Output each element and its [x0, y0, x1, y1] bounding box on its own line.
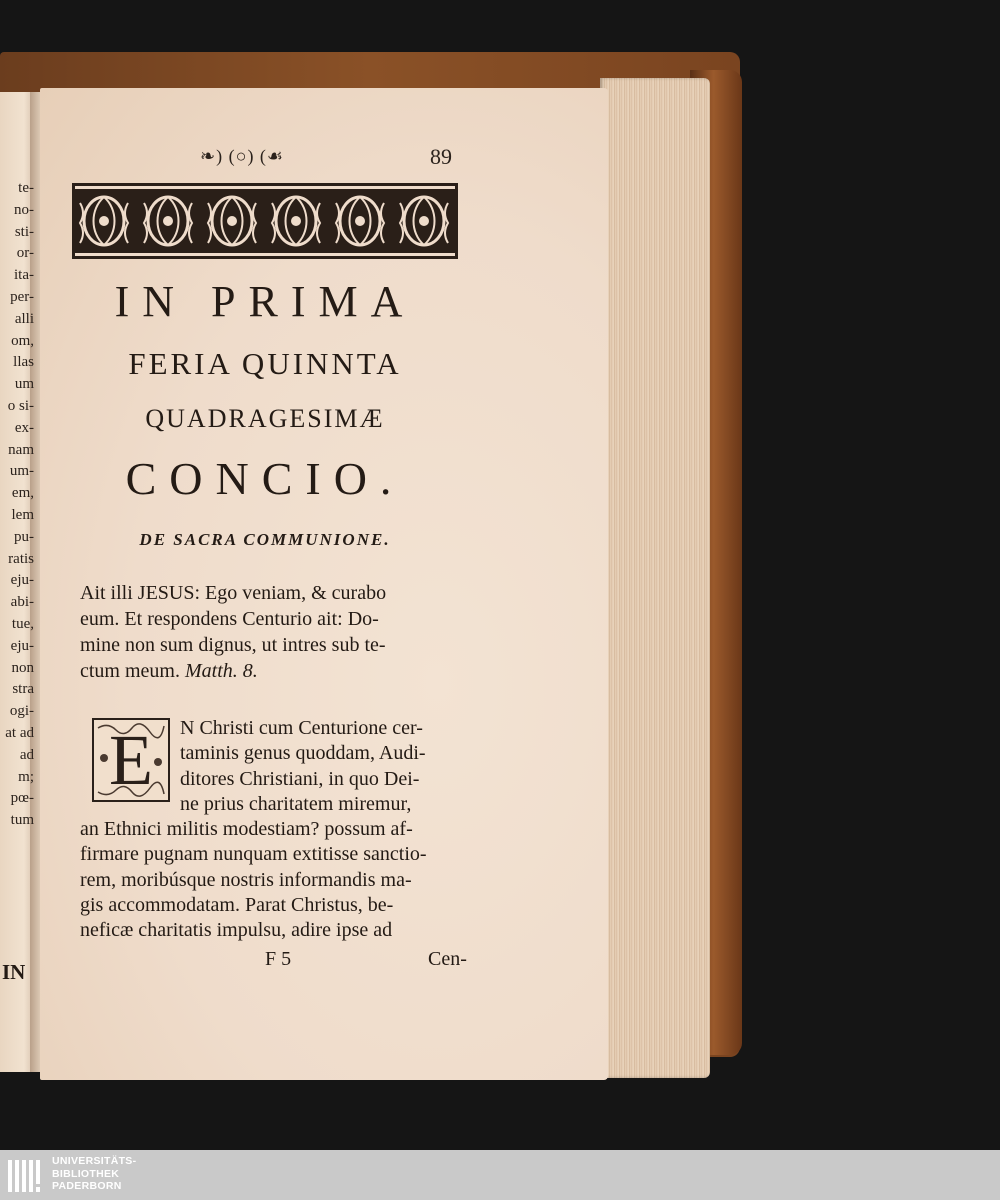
library-name-line: BIBLIOTHEK [52, 1167, 120, 1180]
left-fragment: eju- [10, 572, 34, 589]
left-page-margin-text [0, 178, 34, 832]
body-line: rem, moribúsque nostris informandis ma- [80, 868, 412, 891]
left-fragment: um- [9, 463, 34, 480]
left-fragment: sti- [14, 223, 34, 240]
left-fragment: o si- [7, 397, 34, 414]
epigraph-reference: Matth. 8. [184, 660, 258, 682]
left-fragment: m; [18, 768, 34, 785]
left-fragment: nam [8, 441, 34, 458]
left-fragment: um [14, 376, 34, 393]
left-fragment: lem [11, 506, 34, 523]
library-name-line: PADERBORN [52, 1180, 122, 1192]
drop-initial-letter: E [109, 720, 153, 800]
left-fragment: per- [10, 288, 34, 305]
body-line: an Ethnici militis modestiam? possum af- [80, 818, 413, 841]
left-fragment: ad [19, 746, 34, 763]
title-line-2: FERIA QUINNTA [128, 346, 402, 381]
body-line: taminis genus quoddam, Audi- [180, 742, 426, 765]
left-fragment: tum [10, 812, 34, 829]
left-fragment: ita- [14, 267, 34, 284]
body-line: N Christi cum Centurione cer- [180, 717, 423, 739]
left-fragment: em, [11, 485, 34, 502]
signature-mark: F 5 [265, 948, 292, 970]
epigraph [80, 580, 465, 684]
left-fragment: abi- [10, 594, 34, 611]
body-line: neficæ charitatis impulsu, adire ipse ad [80, 919, 393, 942]
epigraph-line: eum. Et respondens Centurio ait: Do- [80, 608, 379, 630]
left-fragment: pœ- [10, 790, 34, 807]
left-fragment: eju- [10, 637, 34, 654]
library-name [52, 1155, 136, 1193]
body-text [80, 716, 470, 944]
left-fragment: or- [16, 245, 34, 262]
left-fragment: te- [18, 180, 34, 196]
left-fragment: no- [14, 201, 34, 218]
catchword: Cen- [428, 948, 467, 970]
left-fragment: at ad [5, 724, 34, 741]
left-fragment: non [11, 659, 34, 676]
running-head-ornament: ❧) (○) (☙ [200, 146, 285, 166]
body-line: gis accommodatam. Parat Christus, be- [80, 894, 394, 917]
epigraph-line: mine non sum dignus, ut intres sub te- [80, 634, 386, 656]
body-line: ne prius charitatem miremur, [180, 792, 412, 815]
subtitle-line: DE SACRA COMMUNIONE. [139, 530, 391, 549]
left-fragment: ratis [8, 550, 34, 567]
page-number: 89 [430, 144, 452, 169]
library-logo-icon [6, 1154, 46, 1196]
left-fragment: stra [12, 681, 34, 698]
left-page-catchword: IN [2, 960, 26, 984]
title-line-3: QUADRAGESIMÆ [145, 404, 385, 433]
epigraph-line-last [80, 658, 465, 684]
body-line: firmare pugnam nunquam extitisse sanctio- [80, 843, 427, 866]
headpiece-ornament [72, 183, 458, 259]
left-fragment: ogi- [9, 703, 34, 720]
left-fragment: alli [14, 310, 34, 327]
left-fragment: ex- [14, 419, 34, 436]
left-fragment: om, [11, 332, 34, 349]
left-fragment: pu- [14, 528, 34, 545]
left-fragment: llas [13, 354, 34, 371]
title-line-1: IN PRIMA [114, 277, 416, 326]
library-footer-bar [0, 1150, 1000, 1200]
epigraph-last-text: ctum meum. [80, 660, 185, 682]
epigraph-line: Ait illi JESUS: Ego veniam, & curabo [80, 582, 387, 604]
library-name-line: UNIVERSITÄTS- [52, 1155, 137, 1167]
page-block-edge [600, 78, 710, 1078]
left-fragment: tue, [11, 615, 34, 632]
body-line: ditores Christiani, in quo Dei- [180, 767, 420, 790]
title-line-4: CONCIO. [125, 453, 405, 504]
